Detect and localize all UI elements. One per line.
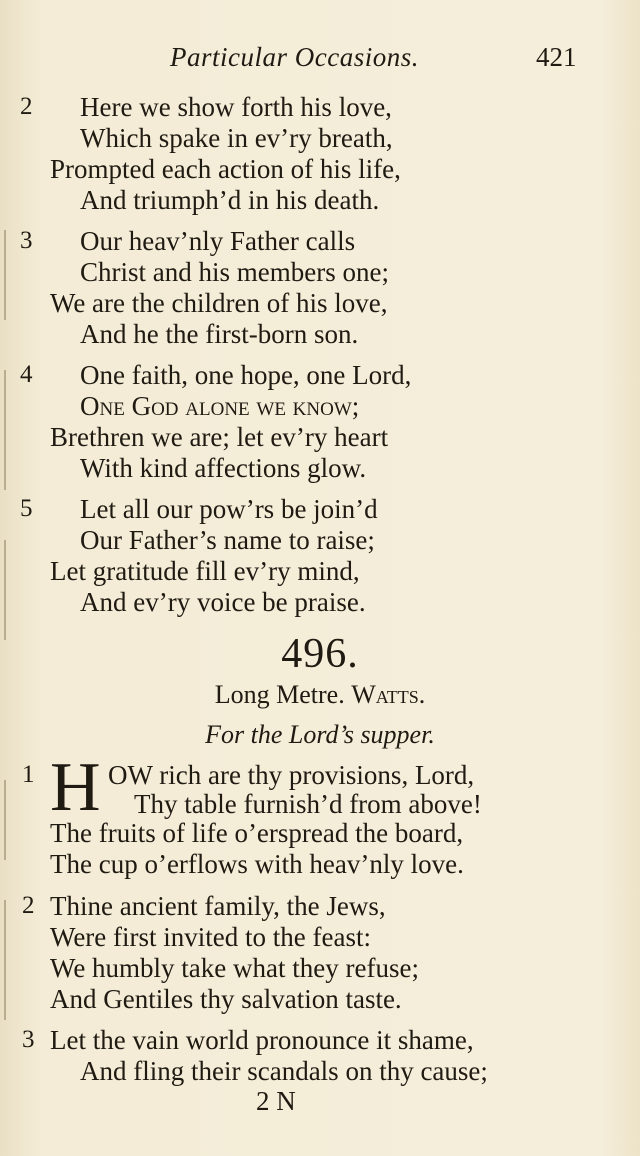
verse-line: We humbly take what they refuse; — [50, 953, 419, 983]
running-title: Particular Occasions. — [170, 42, 419, 72]
verse-number: 1 — [22, 761, 35, 788]
page-header — [0, 40, 640, 80]
verse-line: Thy table furnish’d from above! — [134, 789, 482, 819]
hymn-metre: Long Metre. — [214, 680, 345, 709]
verse-line: And ev’ry voice be praise. — [80, 587, 366, 617]
verse-line: Which spake in ev’ry breath, — [80, 123, 393, 153]
verse-line: And triumph’d in his death. — [80, 185, 380, 215]
page-edge-mark — [4, 900, 6, 1020]
signature-mark: 2 N — [256, 1086, 296, 1116]
verse-line: And fling their scandals on thy cause; — [80, 1056, 488, 1086]
verse-line: And Gentiles thy salvation taste. — [50, 984, 402, 1014]
verse-number: 3 — [22, 1026, 35, 1053]
verse-line: Were first invited to the feast: — [50, 922, 371, 952]
hymn-subject: For the Lord’s supper. — [205, 720, 435, 749]
verse-line: Christ and his members one; — [80, 257, 389, 287]
verse-line: With kind affections glow. — [80, 453, 367, 483]
verse-number: 3 — [20, 227, 33, 254]
verse-number: 2 — [20, 93, 33, 120]
verse-number: 2 — [22, 892, 35, 919]
verse-line: We are the children of his love, — [50, 288, 388, 318]
hymn-author: Watts. — [351, 680, 426, 709]
verse-line: Let gratitude fill ev’ry mind, — [50, 556, 360, 586]
page-number: 421 — [536, 42, 577, 72]
page-edge-mark — [4, 780, 6, 860]
verse-line: Let the vain world pronounce it shame, — [50, 1025, 474, 1055]
verse-line: Our Father’s name to raise; — [80, 525, 375, 555]
verse-line: The fruits of life o’erspread the board, — [50, 818, 464, 848]
verse-number: 5 — [20, 495, 33, 522]
verse-line: Brethren we are; let ev’ry heart — [50, 422, 389, 452]
verse-line: The cup o’erflows with heav’nly love. — [50, 849, 464, 879]
hymn-number: 496. — [281, 631, 359, 677]
page-edge-mark — [4, 230, 6, 320]
verse-line: Let all our pow’rs be join’d — [80, 494, 378, 524]
verse-line: One God alone we know; — [80, 391, 360, 421]
verse-line: And he the first-born son. — [80, 319, 359, 349]
verse-line: OW rich are thy provisions, Lord, — [108, 760, 475, 790]
verse-line: One faith, one hope, one Lord, — [80, 360, 412, 390]
verse-line: Our heav’nly Father calls — [80, 226, 356, 256]
verse-line: Prompted each action of his life, — [50, 154, 401, 184]
verse-line: Here we show forth his love, — [80, 92, 392, 122]
page-edge-mark — [4, 370, 6, 490]
hymn-metre-line — [0, 680, 640, 710]
page-edge-mark — [4, 540, 6, 640]
verse-number: 4 — [20, 361, 33, 388]
drop-cap: H — [50, 749, 101, 826]
verse-line: Thine ancient family, the Jews, — [50, 891, 386, 921]
